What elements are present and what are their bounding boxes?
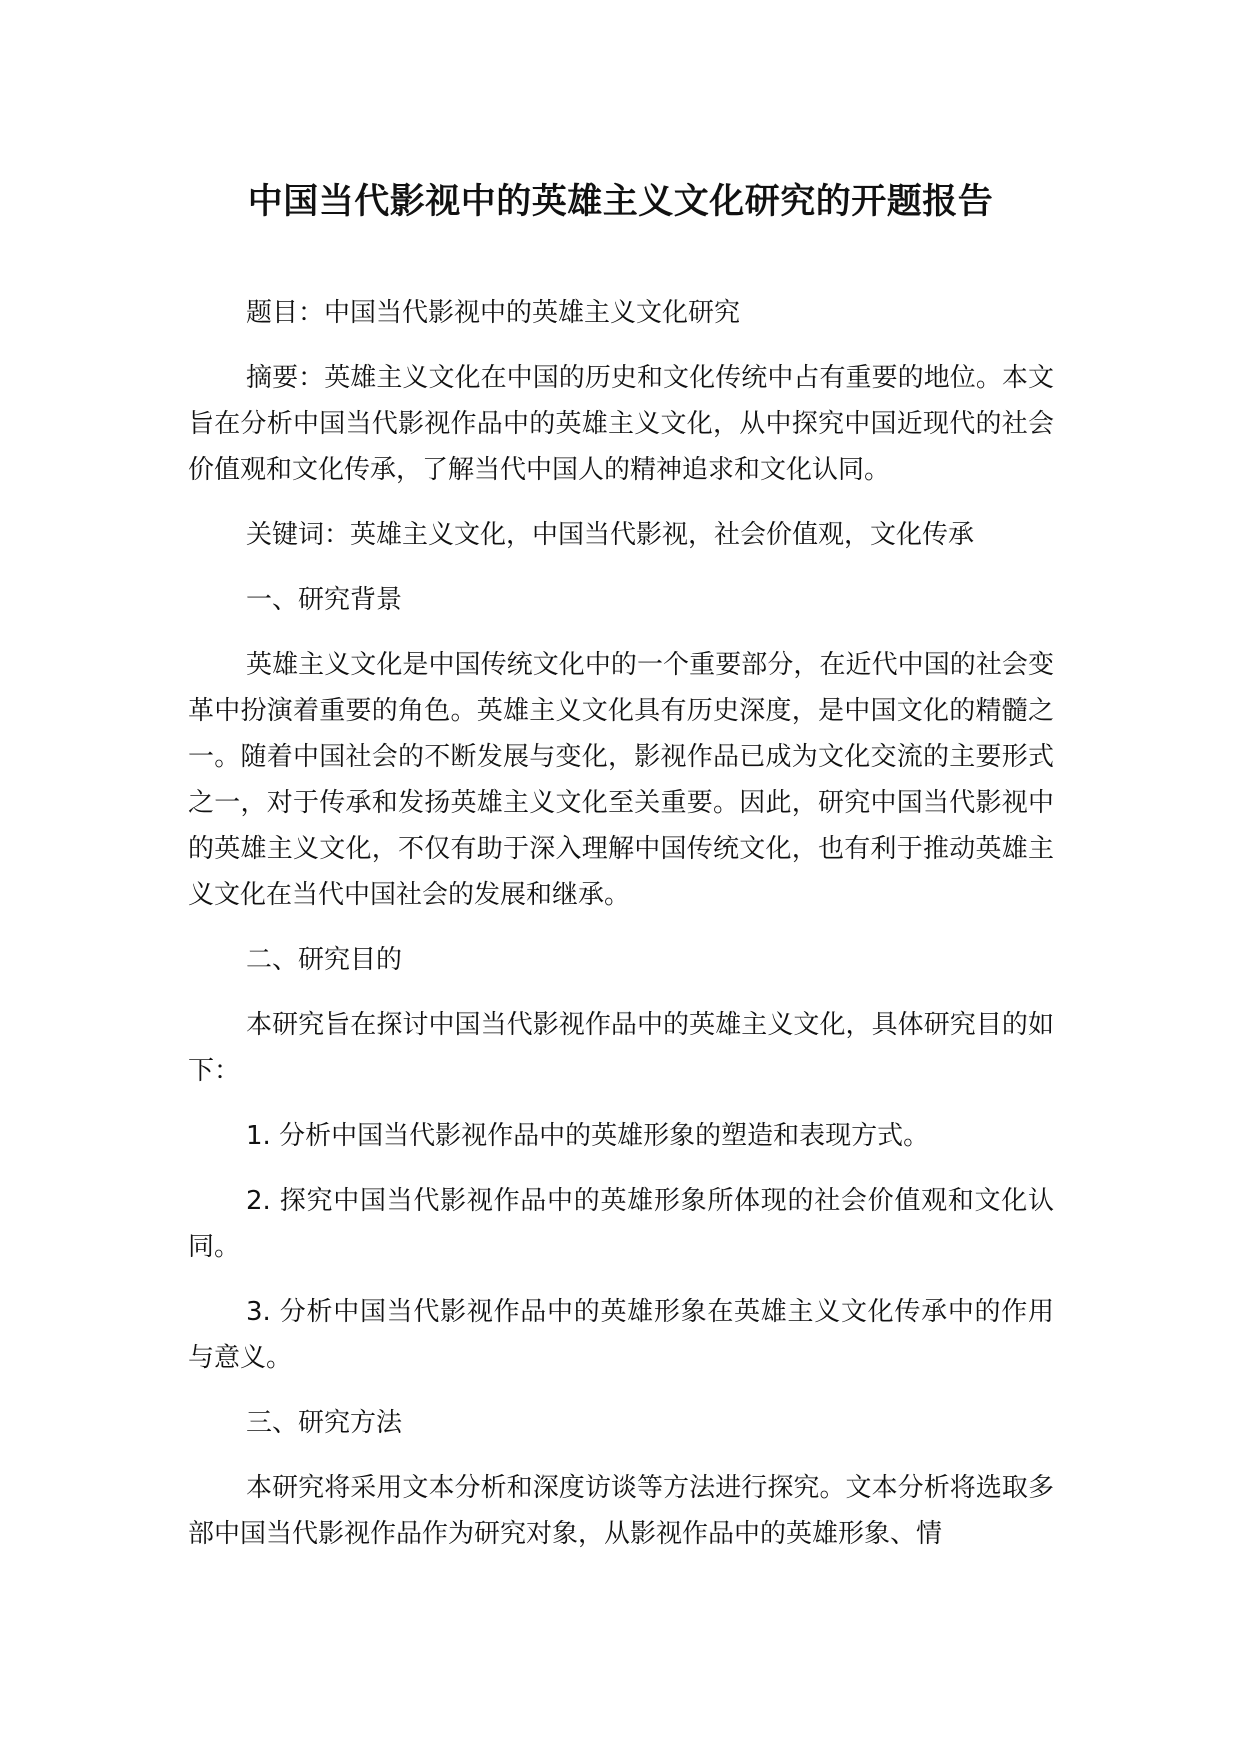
purpose-item-2: 2. 探究中国当代影视作品中的英雄形象所体现的社会价值观和文化认同。: [188, 1186, 1054, 1262]
purpose-intro-paragraph: 本研究旨在探讨中国当代影视作品中的英雄主义文化，具体研究目的如下：: [188, 1010, 1054, 1086]
section-heading-purpose: 二、研究目的: [246, 945, 403, 975]
abstract-paragraph: 摘要：英雄主义文化在中国的历史和文化传统中占有重要的地位。本文旨在分析中国当代影视作品中的英雄主义文化，从中探究中国近现代的社会价值观和文化传承，了解当代中国人的精神追求和文化认同。: [188, 363, 1054, 485]
keywords-line: 关键词：英雄主义文化，中国当代影视，社会价值观，文化传承: [246, 520, 975, 550]
purpose-item-1: 1. 分析中国当代影视作品中的英雄形象的塑造和表现方式。: [246, 1121, 930, 1151]
background-paragraph: 英雄主义文化是中国传统文化中的一个重要部分，在近代中国的社会变革中扮演着重要的角色。英雄主义文化具有历史深度，是中国文化的精髓之一。随着中国社会的不断发展与变化，影视作品已成为文化交流的主要形式之一，对于传承和发扬英雄主义文化至关重要。因此，研究中国当代影视中的英雄主义文化，不仅有助于深入理解中国传统文化，也有利于推动英雄主义文化在当代中国社会的发展和继承。: [188, 650, 1054, 910]
section-heading-background: 一、研究背景: [246, 585, 403, 615]
section-heading-method: 三、研究方法: [246, 1408, 403, 1438]
purpose-item-3: 3. 分析中国当代影视作品中的英雄形象在英雄主义文化传承中的作用与意义。: [188, 1297, 1054, 1373]
document-title: 中国当代影视中的英雄主义文化研究的开题报告: [247, 182, 994, 222]
document-body: [188, 290, 1054, 1557]
method-paragraph: 本研究将采用文本分析和深度访谈等方法进行探究。文本分析将选取多部中国当代影视作品作为研究对象，从影视作品中的英雄形象、情: [188, 1473, 1054, 1549]
topic-line: 题目：中国当代影视中的英雄主义文化研究: [246, 298, 741, 328]
